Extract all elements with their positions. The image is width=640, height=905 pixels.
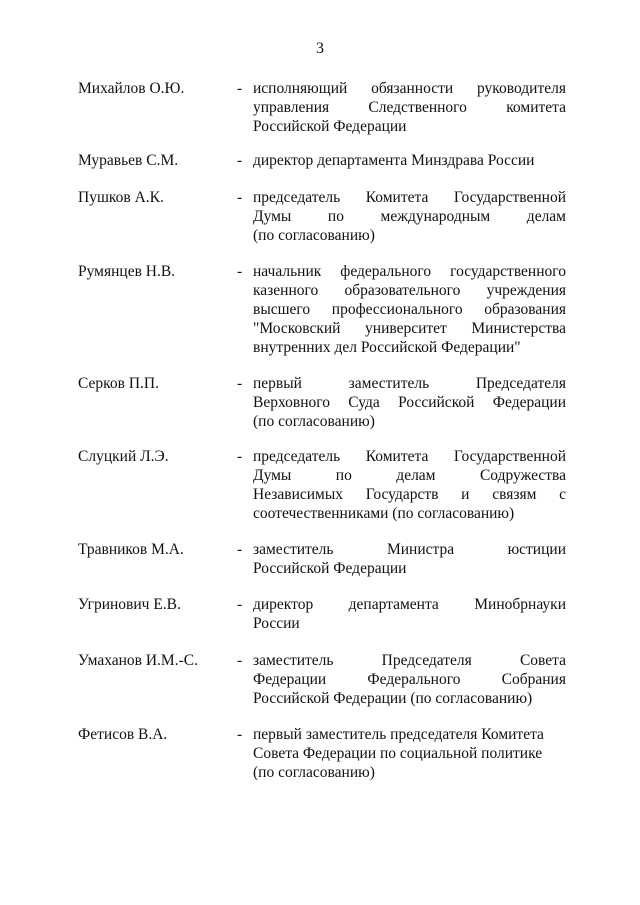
description-line: заместитель Председателя Совета <box>253 652 566 669</box>
description-line: директор департамента Минздрава России <box>253 152 535 169</box>
person-name: Слуцкий Л.Э. <box>78 448 169 465</box>
description-line: Федерации Федерального Собрания <box>253 671 566 688</box>
position-description <box>253 262 566 357</box>
description-line: Российской Федерации <box>253 560 407 577</box>
position-description <box>253 540 566 578</box>
person-name: Травников М.А. <box>78 541 184 558</box>
page-number: 3 <box>316 40 324 57</box>
position-description <box>253 188 566 245</box>
list-item <box>0 262 640 356</box>
person-name: Пушков А.К. <box>78 189 164 206</box>
description-line: председатель Комитета Государственной <box>253 448 566 465</box>
person-name: Умаханов И.М.-С. <box>78 652 198 669</box>
position-description <box>253 447 566 523</box>
dash-separator: - <box>237 263 243 280</box>
dash-separator: - <box>237 375 243 392</box>
position-description <box>253 151 566 170</box>
description-line: внутренних дел Российской Федерации" <box>253 339 521 356</box>
list-item <box>0 188 640 268</box>
description-line: (по согласованию) <box>253 764 375 781</box>
description-line: председатель Комитета Государственной <box>253 189 566 206</box>
description-line: Совета Федерации по социальной политике <box>253 745 543 762</box>
dash-separator: - <box>237 726 243 743</box>
dash-separator: - <box>237 596 243 613</box>
description-line: (по согласованию) <box>253 413 375 430</box>
dash-separator: - <box>237 652 243 669</box>
description-line: первый заместитель Председателя <box>253 375 566 392</box>
description-line: Думы по делам Содружества <box>253 467 566 484</box>
description-line: исполняющий обязанности руководителя <box>253 80 566 97</box>
description-line: Российской Федерации <box>253 118 407 135</box>
position-description <box>253 79 566 136</box>
description-line: первый заместитель председателя Комитета <box>253 726 544 743</box>
list-item <box>0 651 640 731</box>
position-description <box>253 595 566 633</box>
description-line: управления Следственного комитета <box>253 99 566 116</box>
dash-separator: - <box>237 189 243 206</box>
description-line: "Московский университет Министерства <box>253 320 566 337</box>
description-line: России <box>253 615 300 632</box>
description-line: Верховного Суда Российской Федерации <box>253 394 566 411</box>
description-line: начальник федерального государственного <box>253 263 566 280</box>
description-line: Думы по международным делам <box>253 208 566 225</box>
position-description <box>253 374 566 431</box>
dash-separator: - <box>237 541 243 558</box>
description-line: (по согласованию) <box>253 227 375 244</box>
description-line: высшего профессионального образования <box>253 301 566 318</box>
person-name: Муравьев С.М. <box>78 152 179 169</box>
person-name: Угринович Е.В. <box>78 596 181 613</box>
list-item <box>0 447 640 527</box>
dash-separator: - <box>237 152 243 169</box>
description-line: казенного образовательного учреждения <box>253 282 566 299</box>
person-name: Михайлов О.Ю. <box>78 80 185 97</box>
dash-separator: - <box>237 80 243 97</box>
description-line: директор департамента Минобрнауки <box>253 596 566 613</box>
position-description <box>253 651 566 708</box>
dash-separator: - <box>237 448 243 465</box>
list-item <box>0 725 640 805</box>
position-description <box>253 725 566 782</box>
description-line: заместитель Министра юстиции <box>253 541 566 558</box>
list-item <box>0 79 640 159</box>
description-line: Российской Федерации (по согласованию) <box>253 690 533 707</box>
list-item <box>0 374 640 454</box>
person-name: Румянцев Н.В. <box>78 263 176 280</box>
description-line: соотечественниками (по согласованию) <box>253 505 515 522</box>
person-name: Серков П.П. <box>78 375 159 392</box>
person-name: Фетисов В.А. <box>78 726 168 743</box>
description-line: Независимых Государств и связям с <box>253 486 566 503</box>
